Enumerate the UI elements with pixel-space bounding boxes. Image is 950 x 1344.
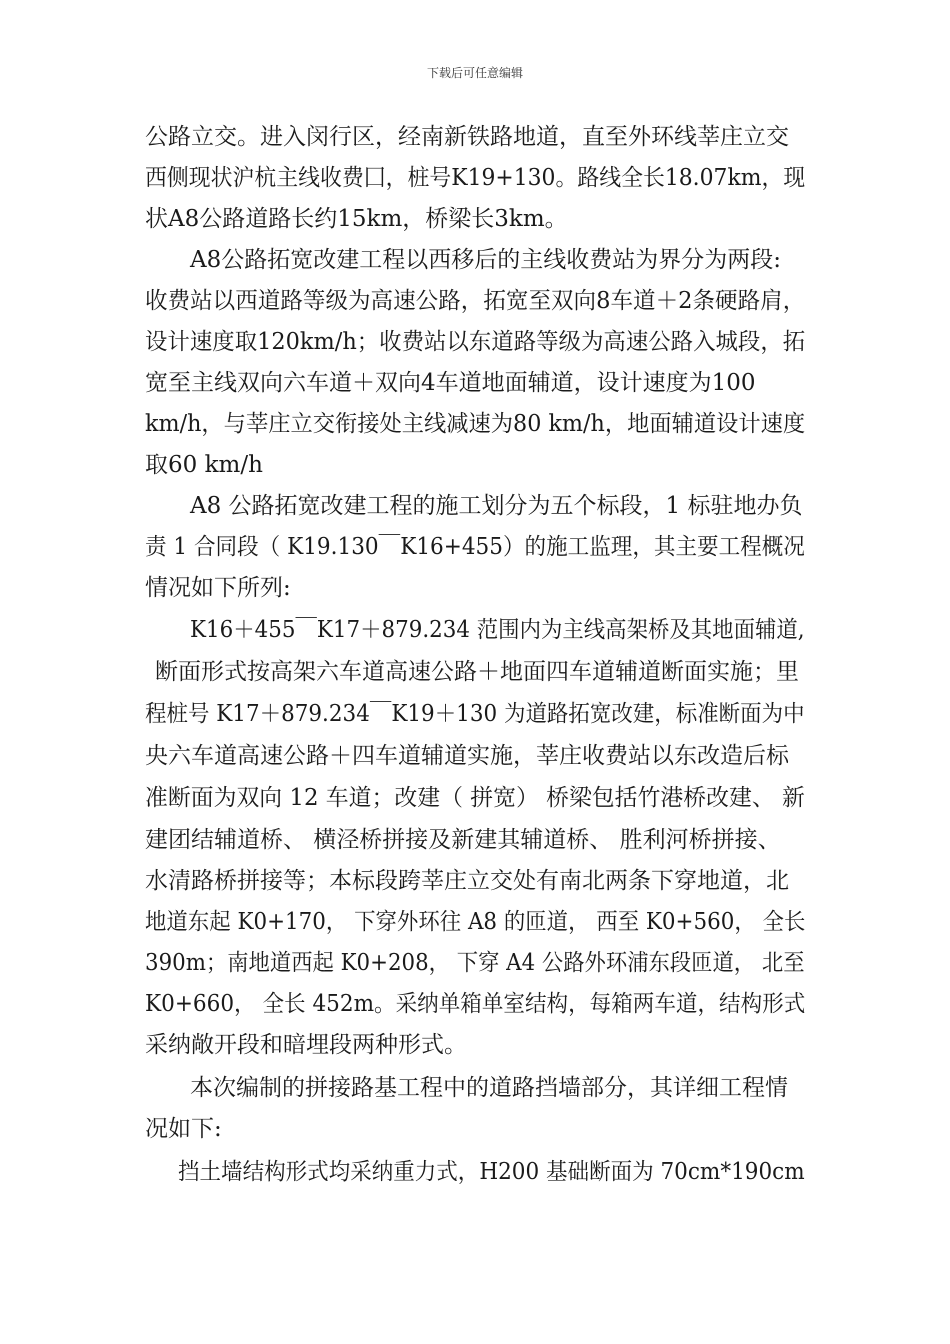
text-line: A8 公路拓宽改建工程的施工划分为五个标段，1 标驻地办负 bbox=[190, 493, 803, 519]
text-line: 程桩号 K17＋879.234￣K19＋130 为道路拓宽改建，标准断面为中 bbox=[145, 701, 805, 727]
text-line: 采纳敞开段和暗埋段两种形式。 bbox=[145, 1032, 467, 1058]
text-line: 公路立交。进入闵行区，经南新铁路地道，直至外环线莘庄立交 bbox=[145, 124, 789, 150]
text-line: 水清路桥拼接等；本标段跨莘庄立交处有南北两条下穿地道，北 bbox=[145, 868, 789, 894]
text-line: 390m；南地道西起 K0+208， 下穿 A4 公路外环浦东段匝道， 北至 bbox=[145, 950, 805, 976]
text-line: 本次编制的拼接路基工程中的道路挡墙部分，其详细工程情 bbox=[190, 1075, 788, 1101]
text-line: 情况如下所列: bbox=[145, 575, 291, 601]
text-line: 准断面为双向 12 车道；改建（ 拼宽） 桥梁包括竹港桥改建、 新 bbox=[145, 785, 805, 811]
text-line: 断面形式按高架六车道高速公路＋地面四车道辅道断面实施；里 bbox=[155, 659, 799, 685]
text-line: 央六车道高速公路＋四车道辅道实施，莘庄收费站以东改造后标 bbox=[145, 743, 789, 769]
text-line: 取60 km/h bbox=[145, 452, 263, 478]
text-line: km/h，与莘庄立交衔接处主线减速为80 km/h，地面辅道设计速度 bbox=[145, 411, 806, 437]
text-line: 责 1 合同段（ K19.130￣K16+455）的施工监理，其主要工程概况 bbox=[145, 534, 805, 560]
text-line: K16＋455￣K17＋879.234 范围内为主线高架桥及其地面辅道, bbox=[190, 617, 805, 643]
text-line: 建团结辅道桥、 横泾桥拼接及新建其辅道桥、 胜利河桥拼接、 bbox=[145, 827, 781, 853]
text-line: A8公路拓宽改建工程以西移后的主线收费站为界分为两段: bbox=[190, 247, 781, 273]
text-line: 状A8公路道路长约15km，桥梁长3km。 bbox=[145, 206, 568, 232]
text-line: 设计速度取120km/h；收费站以东道路等级为高速公路入城段，拓 bbox=[145, 329, 806, 355]
text-line: 况如下: bbox=[145, 1116, 222, 1142]
text-line: 地道东起 K0+170， 下穿外环往 A8 的匝道， 西至 K0+560， 全长 bbox=[145, 909, 806, 935]
page-header: 下载后可任意编辑 bbox=[426, 66, 523, 80]
text-line: K0+660， 全长 452m。采纳单箱单室结构，每箱两车道，结构形式 bbox=[145, 991, 806, 1017]
text-line: 宽至主线双向六车道＋双向4车道地面辅道，设计速度为100 bbox=[145, 370, 756, 396]
text-line: 西侧现状沪杭主线收费囗，桩号K19+130。路线全长18.07km，现 bbox=[145, 165, 806, 191]
text-line: 收费站以西道路等级为高速公路，拓宽至双向8车道＋2条硬路肩， bbox=[145, 288, 806, 314]
text-line: 挡土墙结构形式均采纳重力式，H200 基础断面为 70cm*190cm bbox=[178, 1159, 805, 1185]
